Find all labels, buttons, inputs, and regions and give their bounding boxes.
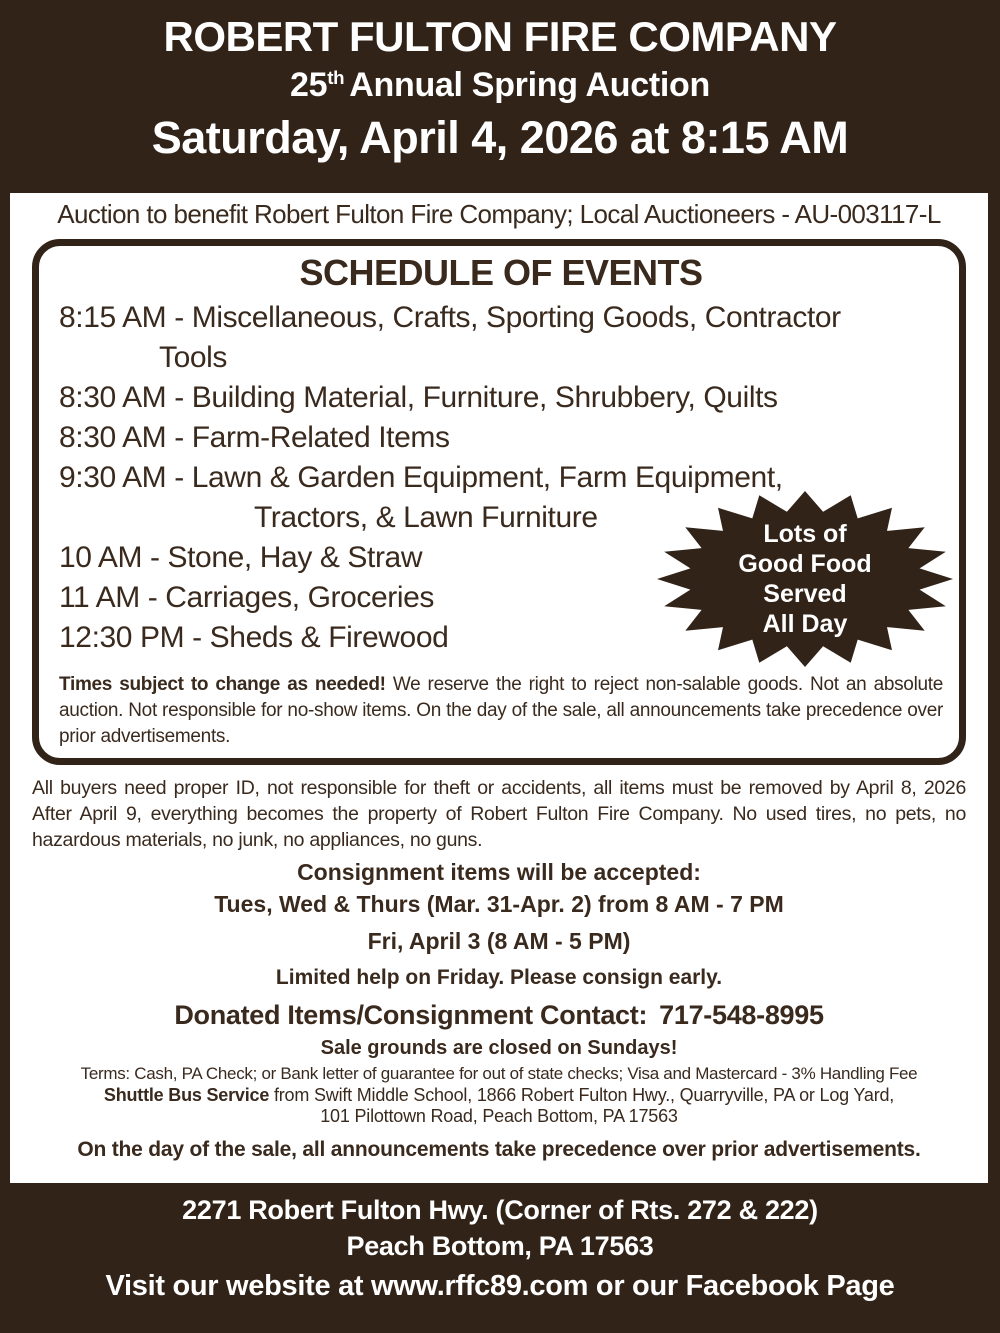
shuttle-address: 101 Pilottown Road, Peach Bottom, PA 17563 xyxy=(320,1106,678,1126)
schedule-line: 8:30 AM - Farm-Related Items xyxy=(59,421,450,454)
shuttle-line xyxy=(10,1085,988,1106)
badge-line: Good Food xyxy=(738,550,872,578)
consignment-note: Limited help on Friday. Please consign early. xyxy=(275,966,723,989)
auction-subtitle-text: Annual Spring Auction xyxy=(349,66,710,104)
auction-number: 25 xyxy=(289,66,328,104)
schedule-line: 12:30 PM - Sheds & Firewood xyxy=(59,621,449,654)
auction-datetime: Saturday, April 4, 2026 at 8:15 AM xyxy=(151,112,849,163)
footer-website-line: Visit our website at www.rffc89.com or our Facebook Page xyxy=(105,1270,895,1302)
company-title: ROBERT FULTON FIRE COMPANY xyxy=(163,13,837,60)
times-note-lead: Times subject to change as needed! xyxy=(59,674,386,695)
schedule-line: 10 AM - Stone, Hay & Straw xyxy=(59,541,423,574)
schedule-title: SCHEDULE OF EVENTS xyxy=(299,252,703,293)
consignment-friday: Fri, April 3 (8 AM - 5 PM) xyxy=(367,928,631,954)
shuttle-lead: Shuttle Bus Service xyxy=(103,1085,270,1105)
header xyxy=(0,0,1000,193)
food-badge xyxy=(655,490,955,668)
schedule-line: 11 AM - Carriages, Groceries xyxy=(59,581,435,614)
schedule-line: 8:30 AM - Building Material, Furniture, Shrubbery, Quilts xyxy=(59,381,778,414)
auction-subtitle xyxy=(0,66,1000,105)
consignment-heading: Consignment items will be accepted: xyxy=(297,859,701,885)
content-sheet xyxy=(10,193,988,1183)
footer-address2: Peach Bottom, PA 17563 xyxy=(346,1231,654,1261)
closed-sundays-line: Sale grounds are closed on Sundays! xyxy=(320,1037,678,1059)
ordinal-suffix: th xyxy=(327,66,345,88)
consignment-days: Tues, Wed & Thurs (Mar. 31-Apr. 2) from 8 AM - 7 PM xyxy=(214,891,784,917)
footer-address1: 2271 Robert Fulton Hwy. (Corner of Rts. 272 & 222) xyxy=(182,1195,818,1225)
times-note xyxy=(59,672,943,750)
shuttle-rest: from Swift Middle School, 1866 Robert Fulton Hwy., Quarryville, PA or Log Yard, xyxy=(269,1085,895,1105)
schedule-line: Tools xyxy=(159,341,228,374)
buyers-note: All buyers need proper ID, not responsible for theft or accidents, all items must be removed by April 8, 2026 After April 9, everything becomes the property of Robert Fulton Fire Company. No used tires, no pets, no hazardous materials, no junk, no appliances, no guns. xyxy=(32,777,966,851)
contact-line xyxy=(10,1000,988,1031)
schedule-line: 8:15 AM - Miscellaneous, Crafts, Sporting Goods, Contractor xyxy=(59,301,841,334)
terms-line: Terms: Cash, PA Check; or Bank letter of guarantee for out of state checks; Visa and Mastercard - 3% Handling Fee xyxy=(80,1064,918,1083)
food-badge-text xyxy=(655,490,955,668)
contact-phone: 717-548-8995 xyxy=(659,1000,824,1030)
times-note-rest: We reserve the right to reject non-salable goods. Not an absolute auction. Not responsible for no-show items. On the day of the sale, all announcements take precedence over prior advertisements. xyxy=(59,674,943,747)
footer xyxy=(0,1183,1000,1333)
schedule-line: 9:30 AM - Lawn & Garden Equipment, Farm Equipment, xyxy=(59,461,783,494)
badge-line: All Day xyxy=(762,610,848,638)
schedule-box xyxy=(32,239,966,765)
badge-line: Served xyxy=(763,580,847,608)
announcement-line: On the day of the sale, all announcements take precedence over prior advertisements. xyxy=(77,1138,921,1161)
contact-label: Donated Items/Consignment Contact: xyxy=(174,1000,648,1030)
benefit-line: Auction to benefit Robert Fulton Fire Company; Local Auctioneers - AU-003117-L xyxy=(57,199,941,229)
schedule-line: Tractors, & Lawn Furniture xyxy=(254,501,598,534)
badge-line: Lots of xyxy=(763,520,847,548)
